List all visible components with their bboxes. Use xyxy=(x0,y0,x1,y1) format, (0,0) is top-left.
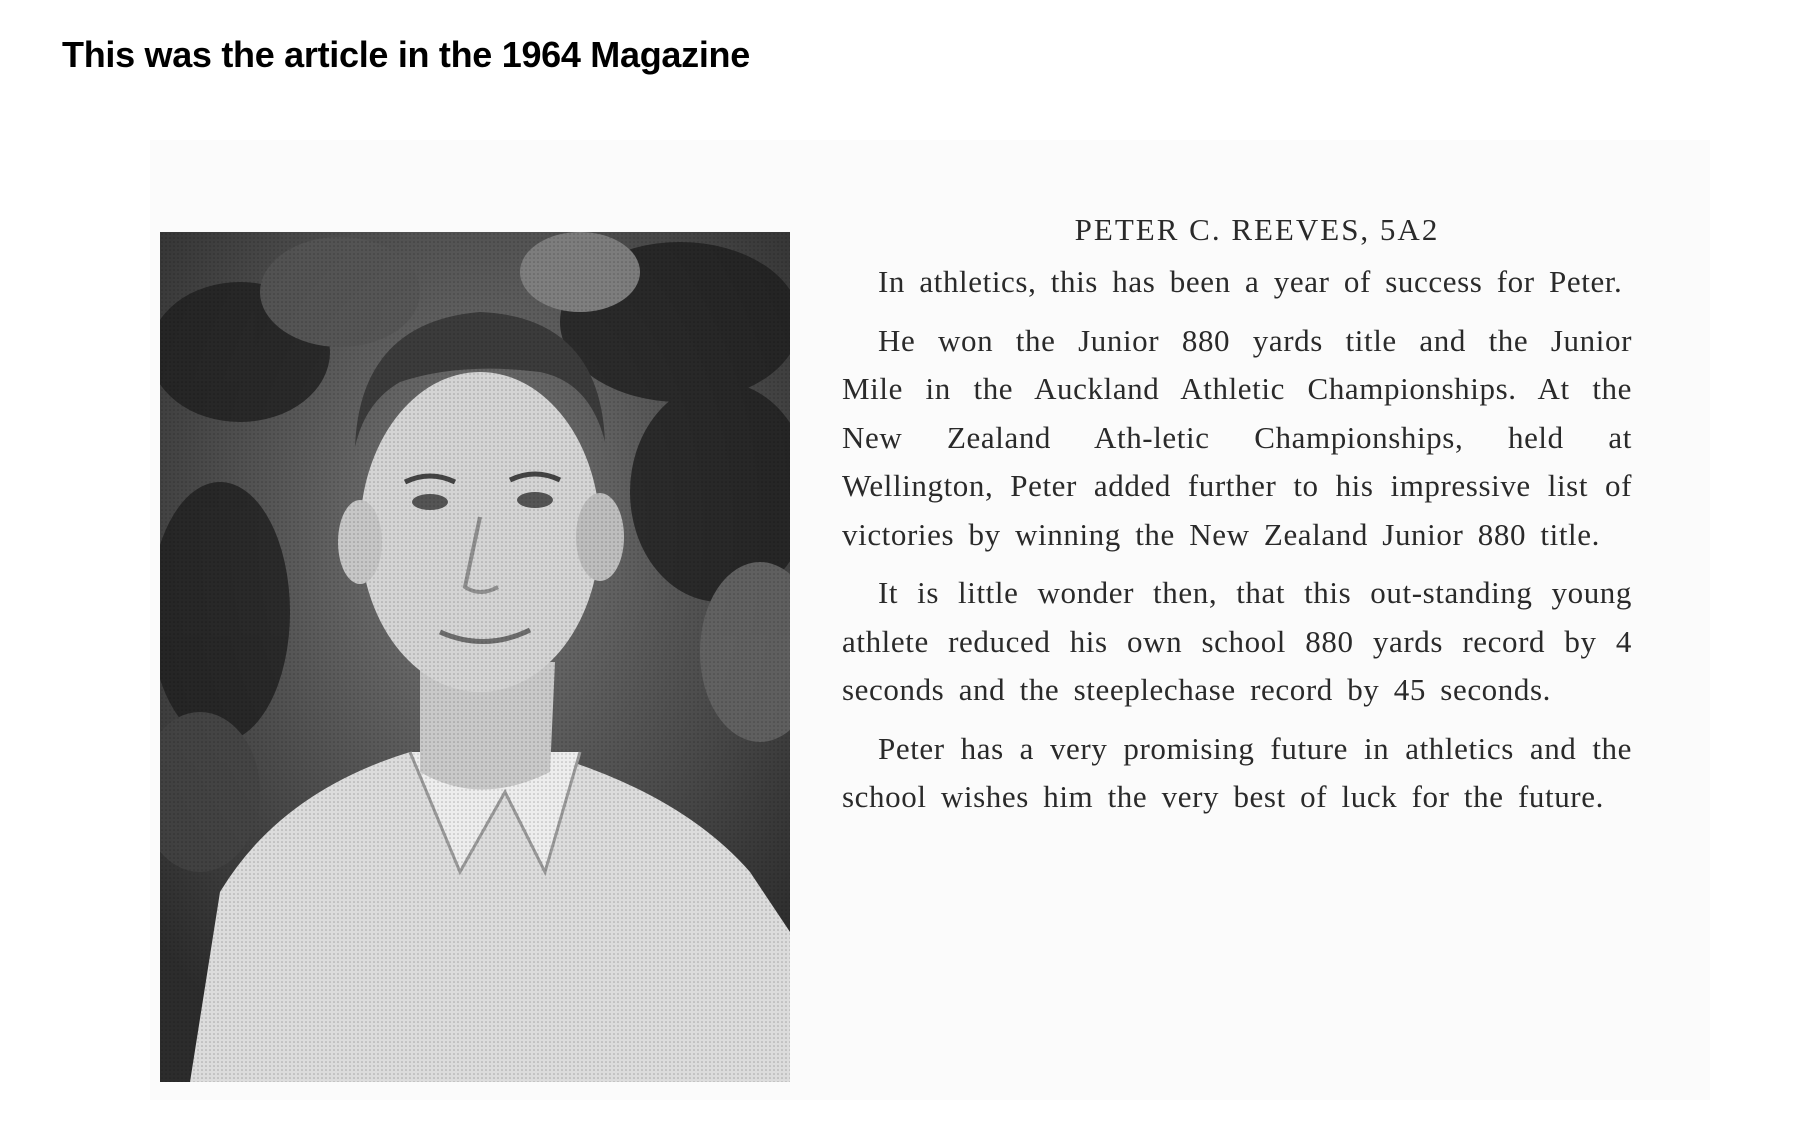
article-paragraph: In athletics, this has been a year of success for Peter. xyxy=(878,264,1623,299)
article-paragraph: It is little wonder then, that this out-standing young athlete reduced his own school 880 yards record by 4 seconds and the steeplechase record by 45 seconds. xyxy=(842,575,1632,707)
portrait-illustration xyxy=(160,232,790,1082)
article-paragraph: He won the Junior 880 yards title and the Junior Mile in the Auckland Athletic Championships. At the New Zealand Ath-letic Championships, held at Wellington, Peter added further to his impressive list of victories by winning the New Zealand Junior 880 title. xyxy=(842,322,1632,552)
portrait-photo xyxy=(160,232,790,1082)
article xyxy=(842,212,1632,832)
article-paragraph: Peter has a very promising future in athletics and the school wishes him the very best of luck for the future. xyxy=(842,730,1632,814)
page-caption: This was the article in the 1964 Magazine xyxy=(62,34,750,75)
article-headline: PETER C. REEVES, 5A2 xyxy=(1074,212,1440,247)
